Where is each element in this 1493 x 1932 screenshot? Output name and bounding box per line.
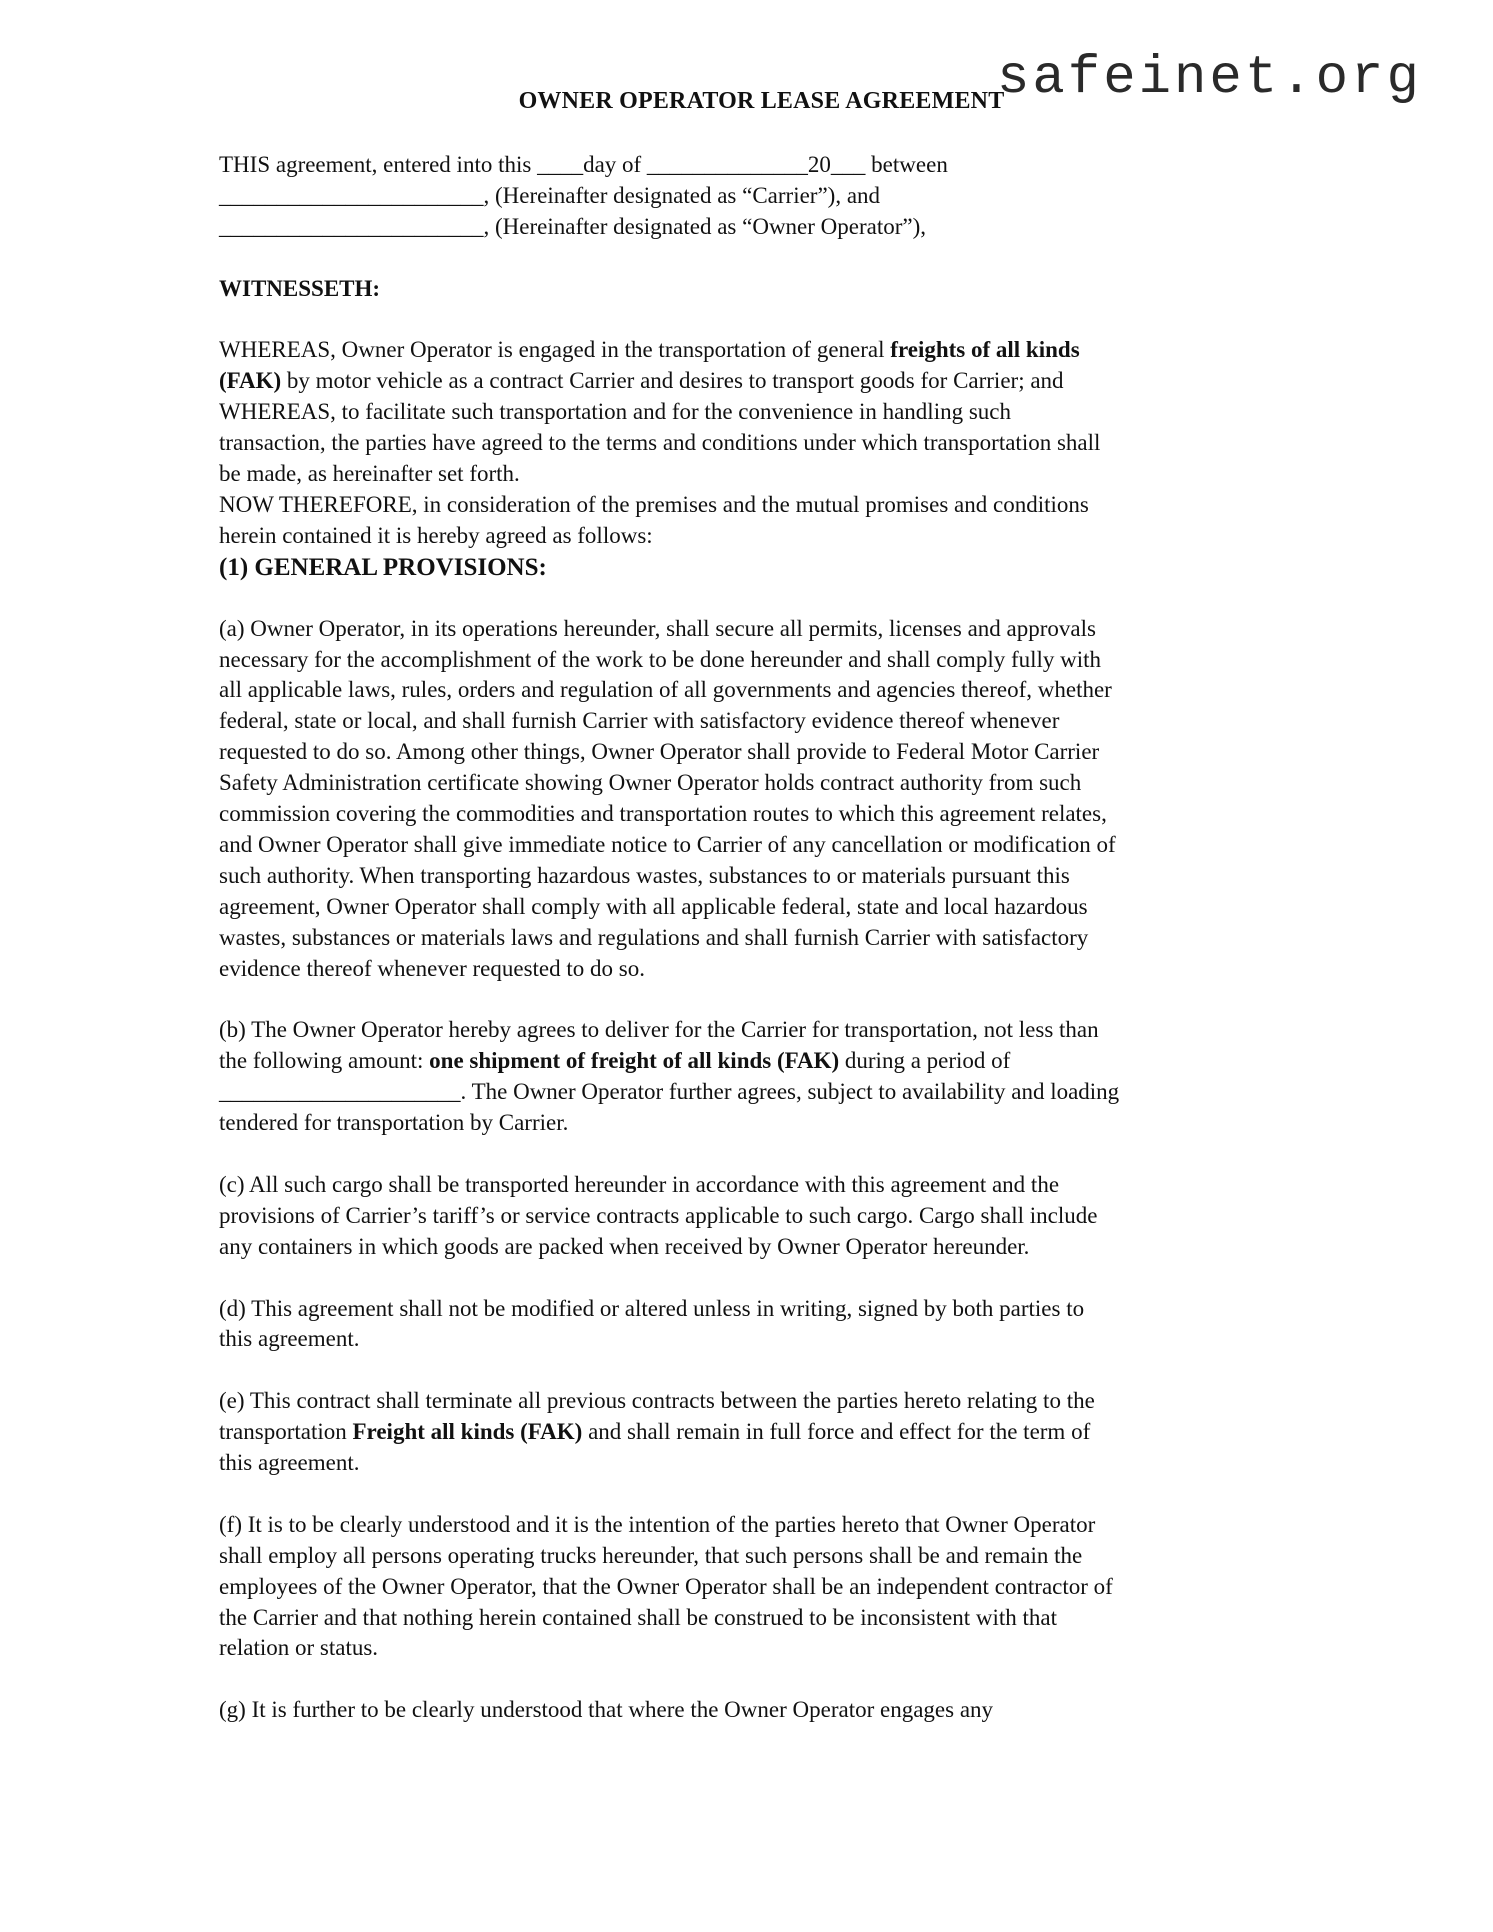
watermark: safeinet.org	[997, 48, 1422, 109]
intro-block	[219, 150, 1284, 243]
whereas-line: WHEREAS, to facilitate such transportation and for the convenience in handling such	[219, 399, 1011, 425]
intro-line: _______________________, (Hereinafter designated as “Carrier”), and	[219, 182, 881, 208]
paragraph-b	[219, 1015, 1284, 1139]
whereas-line: transaction, the parties have agreed to the terms and conditions under which transportation shall	[219, 430, 1101, 456]
emphasis: one shipment of freight of all kinds (FAK)	[429, 1048, 840, 1074]
paragraph-line: (f) It is to be clearly understood and it is the intention of the parties hereto that Owner Operator	[219, 1511, 1096, 1537]
paragraph-line: the Carrier and that nothing herein contained shall be construed to be inconsistent with that	[219, 1604, 1057, 1630]
paragraph-g	[219, 1695, 1284, 1726]
paragraph-line: wastes, substances or materials laws and regulations and shall furnish Carrier with satisfactory	[219, 924, 1089, 950]
paragraph-d	[219, 1294, 1284, 1356]
intro-line: _______________________, (Hereinafter designated as “Owner Operator”),	[219, 213, 927, 239]
emphasis: (FAK)	[219, 368, 282, 394]
whereas-line	[219, 335, 1284, 366]
paragraph-line: tendered for transportation by Carrier.	[219, 1110, 569, 1136]
whereas-block	[219, 335, 1284, 551]
paragraph-line: requested to do so. Among other things, Owner Operator shall provide to Federal Motor Carrier	[219, 739, 1100, 765]
text: transportation	[219, 1419, 353, 1445]
paragraph-line: and Owner Operator shall give immediate notice to Carrier of any cancellation or modification of	[219, 831, 1116, 857]
whereas-line: be made, as hereinafter set forth.	[219, 461, 520, 487]
paragraph-line: such authority. When transporting hazardous wastes, substances to or materials pursuant this	[219, 862, 1070, 888]
text: and shall remain in full force and effect for the term of	[582, 1419, 1091, 1445]
paragraph-line: (d) This agreement shall not be modified or altered unless in writing, signed by both parties to	[219, 1295, 1085, 1321]
emphasis: freights of all kinds	[890, 337, 1080, 363]
text: during a period of	[839, 1048, 1011, 1074]
paragraph-line: provisions of Carrier’s tariff’s or service contracts applicable to such cargo. Cargo shall include	[219, 1202, 1098, 1228]
paragraph-line: any containers in which goods are packed when received by Owner Operator hereunder.	[219, 1233, 1030, 1259]
paragraph-line: relation or status.	[219, 1635, 379, 1661]
paragraph-line: shall employ all persons operating trucks hereunder, that such persons shall be and remain the	[219, 1542, 1083, 1568]
paragraph-line: this agreement.	[219, 1450, 360, 1476]
whereas-line: NOW THEREFORE, in consideration of the premises and the mutual promises and conditions	[219, 491, 1089, 517]
paragraph-f	[219, 1510, 1284, 1665]
paragraph-line: (b) The Owner Operator hereby agrees to deliver for the Carrier for transportation, not less than	[219, 1017, 1099, 1043]
paragraph-line: evidence thereof whenever requested to do so.	[219, 955, 645, 981]
paragraph-line: (c) All such cargo shall be transported hereunder in accordance with this agreement and the	[219, 1171, 1060, 1197]
document-body	[219, 150, 1284, 1726]
emphasis: Freight all kinds (FAK)	[352, 1419, 583, 1445]
whereas-line	[219, 366, 1284, 397]
paragraph-line: this agreement.	[219, 1326, 360, 1352]
paragraph-e	[219, 1386, 1284, 1479]
paragraph-a	[219, 614, 1284, 985]
paragraph-line: _____________________. The Owner Operator further agrees, subject to availability and loading	[219, 1079, 1120, 1105]
witnesseth-heading: WITNESSETH:	[219, 275, 381, 301]
paragraph-line: (g) It is further to be clearly understood that where the Owner Operator engages any	[219, 1697, 994, 1723]
paragraph-line: all applicable laws, rules, orders and regulation of all governments and agencies thereof, whether	[219, 677, 1112, 703]
general-provisions-heading: (1) GENERAL PROVISIONS:	[219, 553, 547, 581]
text: the following amount:	[219, 1048, 430, 1074]
paragraph-c	[219, 1170, 1284, 1263]
text: WHEREAS, Owner Operator is engaged in the transportation of general	[219, 337, 891, 363]
text: by motor vehicle as a contract Carrier and desires to transport goods for Carrier; and	[281, 368, 1064, 394]
whereas-line: herein contained it is hereby agreed as follows:	[219, 522, 653, 548]
paragraph-line: Safety Administration certificate showing Owner Operator holds contract authority from such	[219, 770, 1082, 796]
paragraph-line	[219, 1046, 1284, 1077]
paragraph-line: (a) Owner Operator, in its operations hereunder, shall secure all permits, licenses and approvals	[219, 615, 1096, 641]
paragraph-line: federal, state or local, and shall furnish Carrier with satisfactory evidence thereof whenever	[219, 708, 1060, 734]
paragraph-line: (e) This contract shall terminate all previous contracts between the parties hereto relating to the	[219, 1388, 1095, 1414]
paragraph-line: commission covering the commodities and transportation routes to which this agreement relates,	[219, 801, 1107, 827]
paragraph-line: agreement, Owner Operator shall comply with all applicable federal, state and local hazardous	[219, 893, 1088, 919]
paragraph-line	[219, 1417, 1284, 1448]
intro-line: THIS agreement, entered into this ____day of ______________20___ between	[219, 152, 948, 177]
paragraph-line: employees of the Owner Operator, that the Owner Operator shall be an independent contractor of	[219, 1573, 1113, 1599]
paragraph-line: necessary for the accomplishment of the work to be done hereunder and shall comply fully with	[219, 646, 1102, 672]
document-title: OWNER OPERATOR LEASE AGREEMENT	[518, 88, 1005, 114]
